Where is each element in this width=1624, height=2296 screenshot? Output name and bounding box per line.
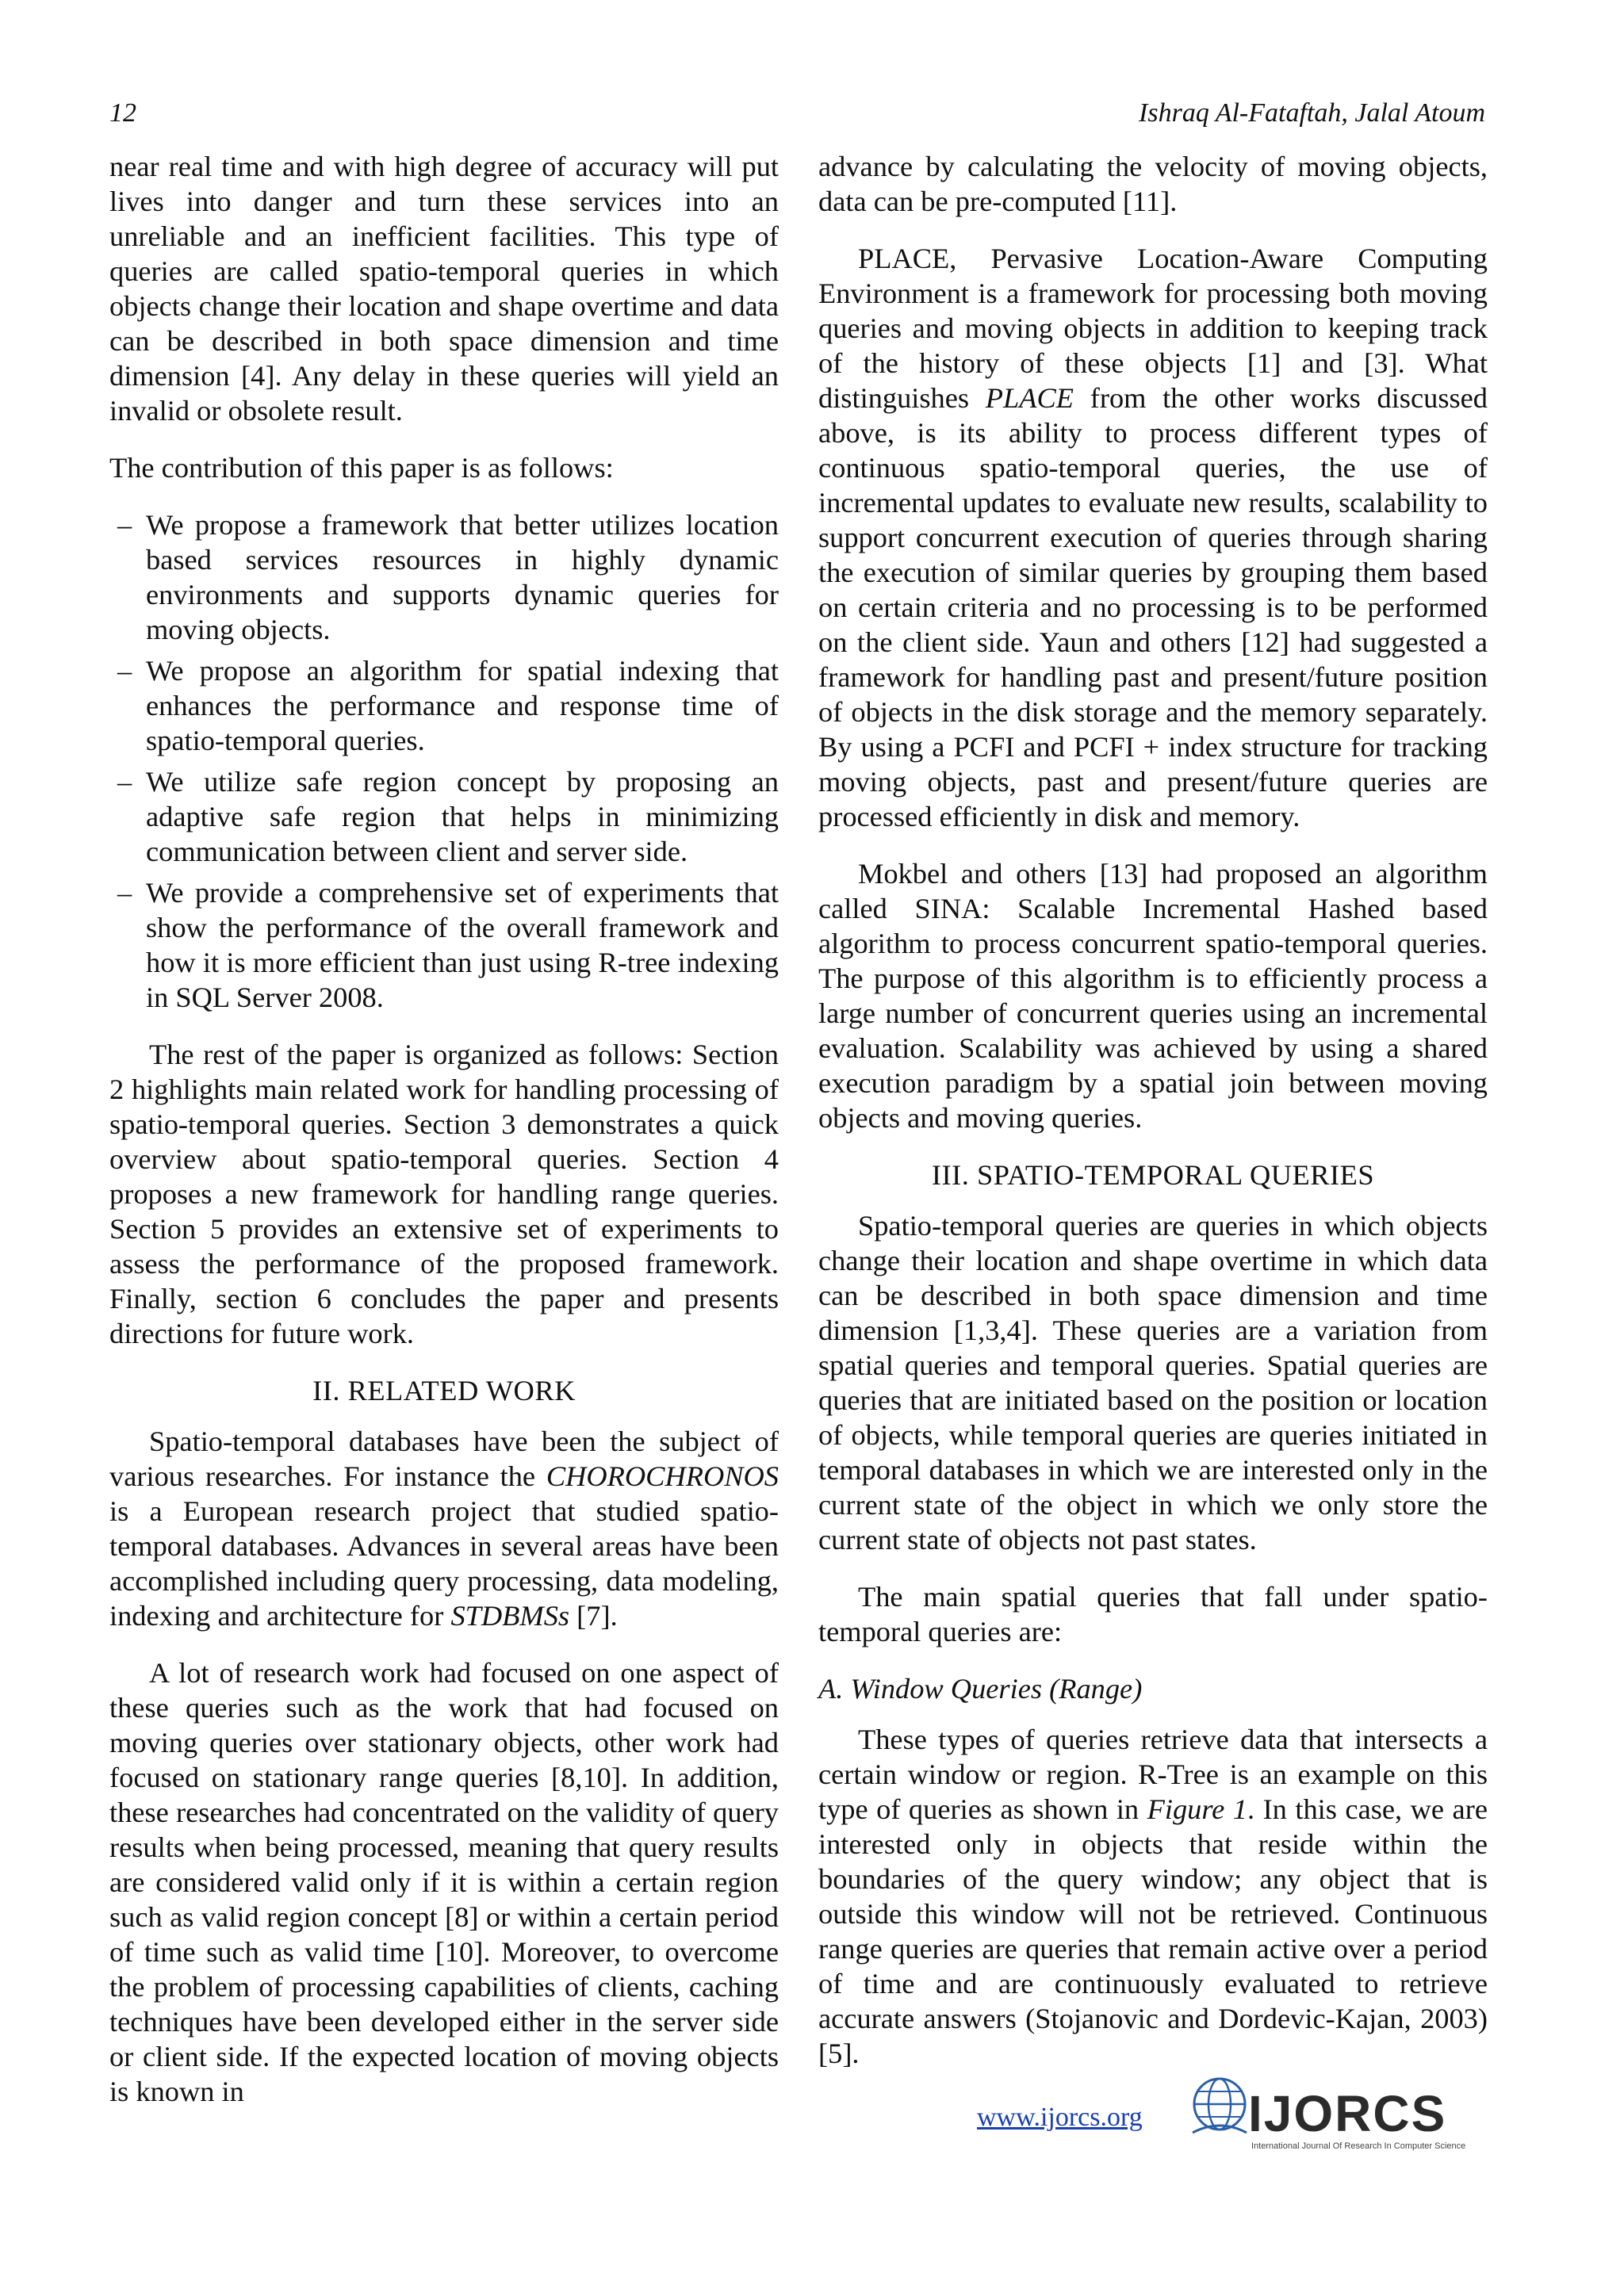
paragraph: These types of queries retrieve data that intersects a certain window or region. R-Tree is an example on this type of queries as shown in Figure 1. In this case, we are interested only in objects that reside within the boundaries of the query window; any object that is outside this window will not be retrieved. Continuous range queries are queries that remain active over a period of time and are continuously evaluated to retrieve accurate answers (Stojanovic and Dordevic-Kajan, 2003) [5].	[818, 1724, 1488, 2069]
bullet-dash: –	[117, 655, 132, 687]
logo-wordmark: IJORCS	[1248, 2085, 1447, 2142]
page-number: 12	[109, 98, 136, 128]
paragraph: PLACE, Pervasive Location-Aware Computing Environment is a framework for processing both moving queries and moving objects in addition to keeping track of the history of these objects [1] and [3]. What distinguishes PLACE from the other works discussed above, is its ability to process different types of continuous spatio-temporal queries, the use of incremental updates to evaluate new results, scalability to support concurrent execution of queries through sharing the execution of similar queries by grouping them based on certain criteria and no processing is to be performed on the client side. Yaun and others [12] had suggested a framework for handling past and present/future position of objects in the disk storage and the memory separately. By using a PCFI and PCFI + index structure for tracking moving objects, past and present/future queries are processed efficiently in disk and memory.	[818, 243, 1488, 832]
list-item: – We propose a framework that better utilizes location based services resources in highly dynamic environments and supports dynamic queries for moving objects.	[117, 509, 779, 645]
paragraph: The contribution of this paper is as follows:	[109, 452, 614, 484]
journal-website-link[interactable]: www.ijorcs.org	[977, 2103, 1143, 2132]
ijorcs-logo	[1186, 2069, 1488, 2156]
list-item: – We utilize safe region concept by proposing an adaptive safe region that helps in minimizing communication between client and server side.	[117, 766, 779, 867]
paragraph: Spatio-temporal queries are queries in which objects change their location and shape overtime in which data can be described in both space dimension and time dimension [1,3,4]. These queries are a variation from spatial queries and temporal queries. Spatial queries are queries that are initiated based on the position or location of objects, while temporal queries are queries initiated in temporal databases in which we are interested only in the current state of the object in which we only store the current state of objects not past states.	[818, 1210, 1488, 1556]
section-heading: II. RELATED WORK	[312, 1375, 576, 1406]
bullet-dash: –	[117, 509, 132, 541]
contribution-list	[109, 507, 779, 1015]
logo-tagline: International Journal Of Research In Computer Science	[1251, 2141, 1466, 2151]
paragraph: The main spatial queries that fall under spatio-temporal queries are:	[818, 1581, 1488, 1647]
paragraph: Mokbel and others [13] had proposed an algorithm called SINA: Scalable Incremental Hashed based algorithm to process concurrent spatio-temporal queries. The purpose of this algorithm is to efficiently process a large number of concurrent queries using an incremental evaluation. Scalability was achieved by using a shared execution paradigm by a spatial join between moving objects and moving queries.	[818, 858, 1488, 1134]
paragraph: advance by calculating the velocity of moving objects, data can be pre-computed [11].	[818, 151, 1488, 217]
bullet-dash: –	[117, 766, 132, 798]
globe-icon	[1193, 2079, 1247, 2133]
list-item: – We propose an algorithm for spatial indexing that enhances the performance and response time of spatio-temporal queries.	[117, 655, 779, 756]
list-item: – We provide a comprehensive set of experiments that show the performance of the overall framework and how it is more efficient than just using R-tree indexing in SQL Server 2008.	[117, 877, 779, 1013]
bullet-dash: –	[117, 877, 132, 909]
left-column	[109, 149, 779, 2131]
subsection-heading: A. Window Queries (Range)	[818, 1673, 1143, 1705]
paragraph: The rest of the paper is organized as follows: Section 2 highlights main related work for handling processing of spatio-temporal queries. Section 3 demonstrates a quick overview about spatio-temporal queries. Section 4 proposes a new framework for handling range queries. Section 5 provides an extensive set of experiments to assess the performance of the proposed framework. Finally, section 6 concludes the paper and presents directions for future work.	[109, 1039, 779, 1349]
paragraph: near real time and with high degree of accuracy will put lives into danger and turn these services into an unreliable and an inefficient facilities. This type of queries are called spatio-temporal queries in which objects change their location and shape overtime and data can be described in both space dimension and time dimension [4]. Any delay in these queries will yield an invalid or obsolete result.	[109, 151, 779, 427]
paragraph: A lot of research work had focused on one aspect of these queries such as the work that had focused on moving queries over stationary objects, other work had focused on stationary range queries [8,10]. In addition, these researches had concentrated on the validity of query results when being processed, meaning that query results are considered valid only if it is within a certain region such as valid region concept [8] or within a certain period of time such as valid time [10]. Moreover, to overcome the problem of processing capabilities of clients, caching techniques have been developed either in the server side or client side. If the expected location of moving objects is known in	[109, 1657, 779, 2107]
right-column	[818, 149, 1488, 2093]
paragraph: Spatio-temporal databases have been the subject of various researches. For instance the CHOROCHRONOS is a European research project that studied spatio-temporal databases. Advances in several areas have been accomplished including query processing, data modeling, indexing and architecture for STDBMSs [7].	[109, 1425, 779, 1632]
running-header-authors: Ishraq Al-Fataftah, Jalal Atoum	[1139, 98, 1485, 128]
section-heading: III. SPATIO-TEMPORAL QUERIES	[931, 1159, 1375, 1191]
